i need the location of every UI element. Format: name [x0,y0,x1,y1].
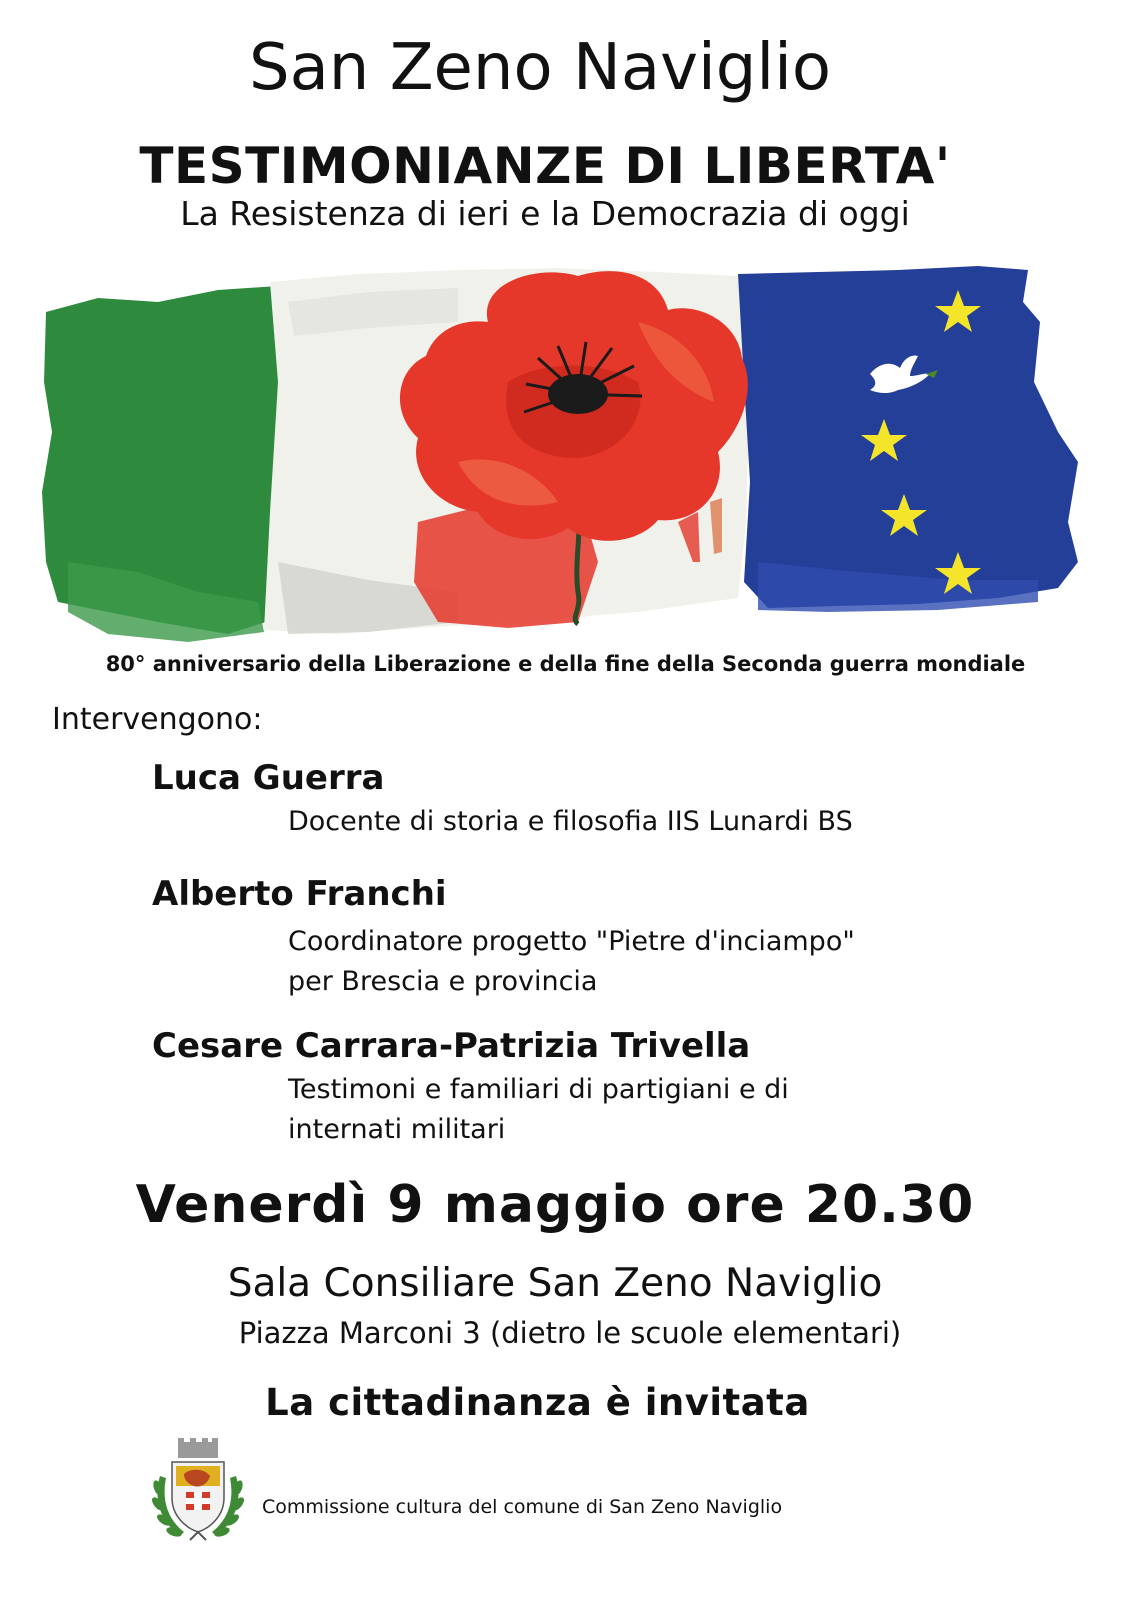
invitation-line: La cittadinanza è invitata [265,1381,810,1424]
speaker-role [288,922,988,1002]
organizer-credit: Commissione cultura del comune di San Zeno Naviglio [262,1496,783,1518]
speaker-role [288,1070,988,1150]
town-title: San Zeno Naviglio [248,31,832,105]
speaker-role-line: internati militari [288,1114,506,1145]
speaker-name: Alberto Franchi [152,874,447,914]
event-date-time: Venerdì 9 maggio ore 20.30 [135,1175,975,1235]
speaker-name: Luca Guerra [152,758,385,798]
venue-address: Piazza Marconi 3 (dietro le scuole elementari) [238,1316,902,1350]
municipal-crest-icon [150,1436,246,1546]
event-title: TESTIMONIANZE DI LIBERTA' [139,137,951,195]
speaker-role-line: Coordinatore progetto "Pietre d'inciampo" [288,926,855,957]
eu-flag-brushstroke [738,266,1078,612]
speaker-role-line: Testimoni e familiari di partigiani e di [288,1074,789,1105]
hero-illustration [38,262,1098,662]
anniversary-line: 80° anniversario della Liberazione e della fine della Seconda guerra mondiale [105,652,1026,676]
speaker-role-line: per Brescia e provincia [288,966,598,997]
speakers-heading: Intervengono: [52,702,263,737]
venue-name: Sala Consiliare San Zeno Naviglio [227,1261,883,1306]
speaker-role [288,802,988,842]
speaker-name: Cesare Carrara-Patrizia Trivella [152,1026,751,1066]
event-subtitle: La Resistenza di ieri e la Democrazia di oggi [180,194,910,233]
speaker-role-line: Docente di storia e filosofia IIS Lunardi BS [288,806,853,837]
